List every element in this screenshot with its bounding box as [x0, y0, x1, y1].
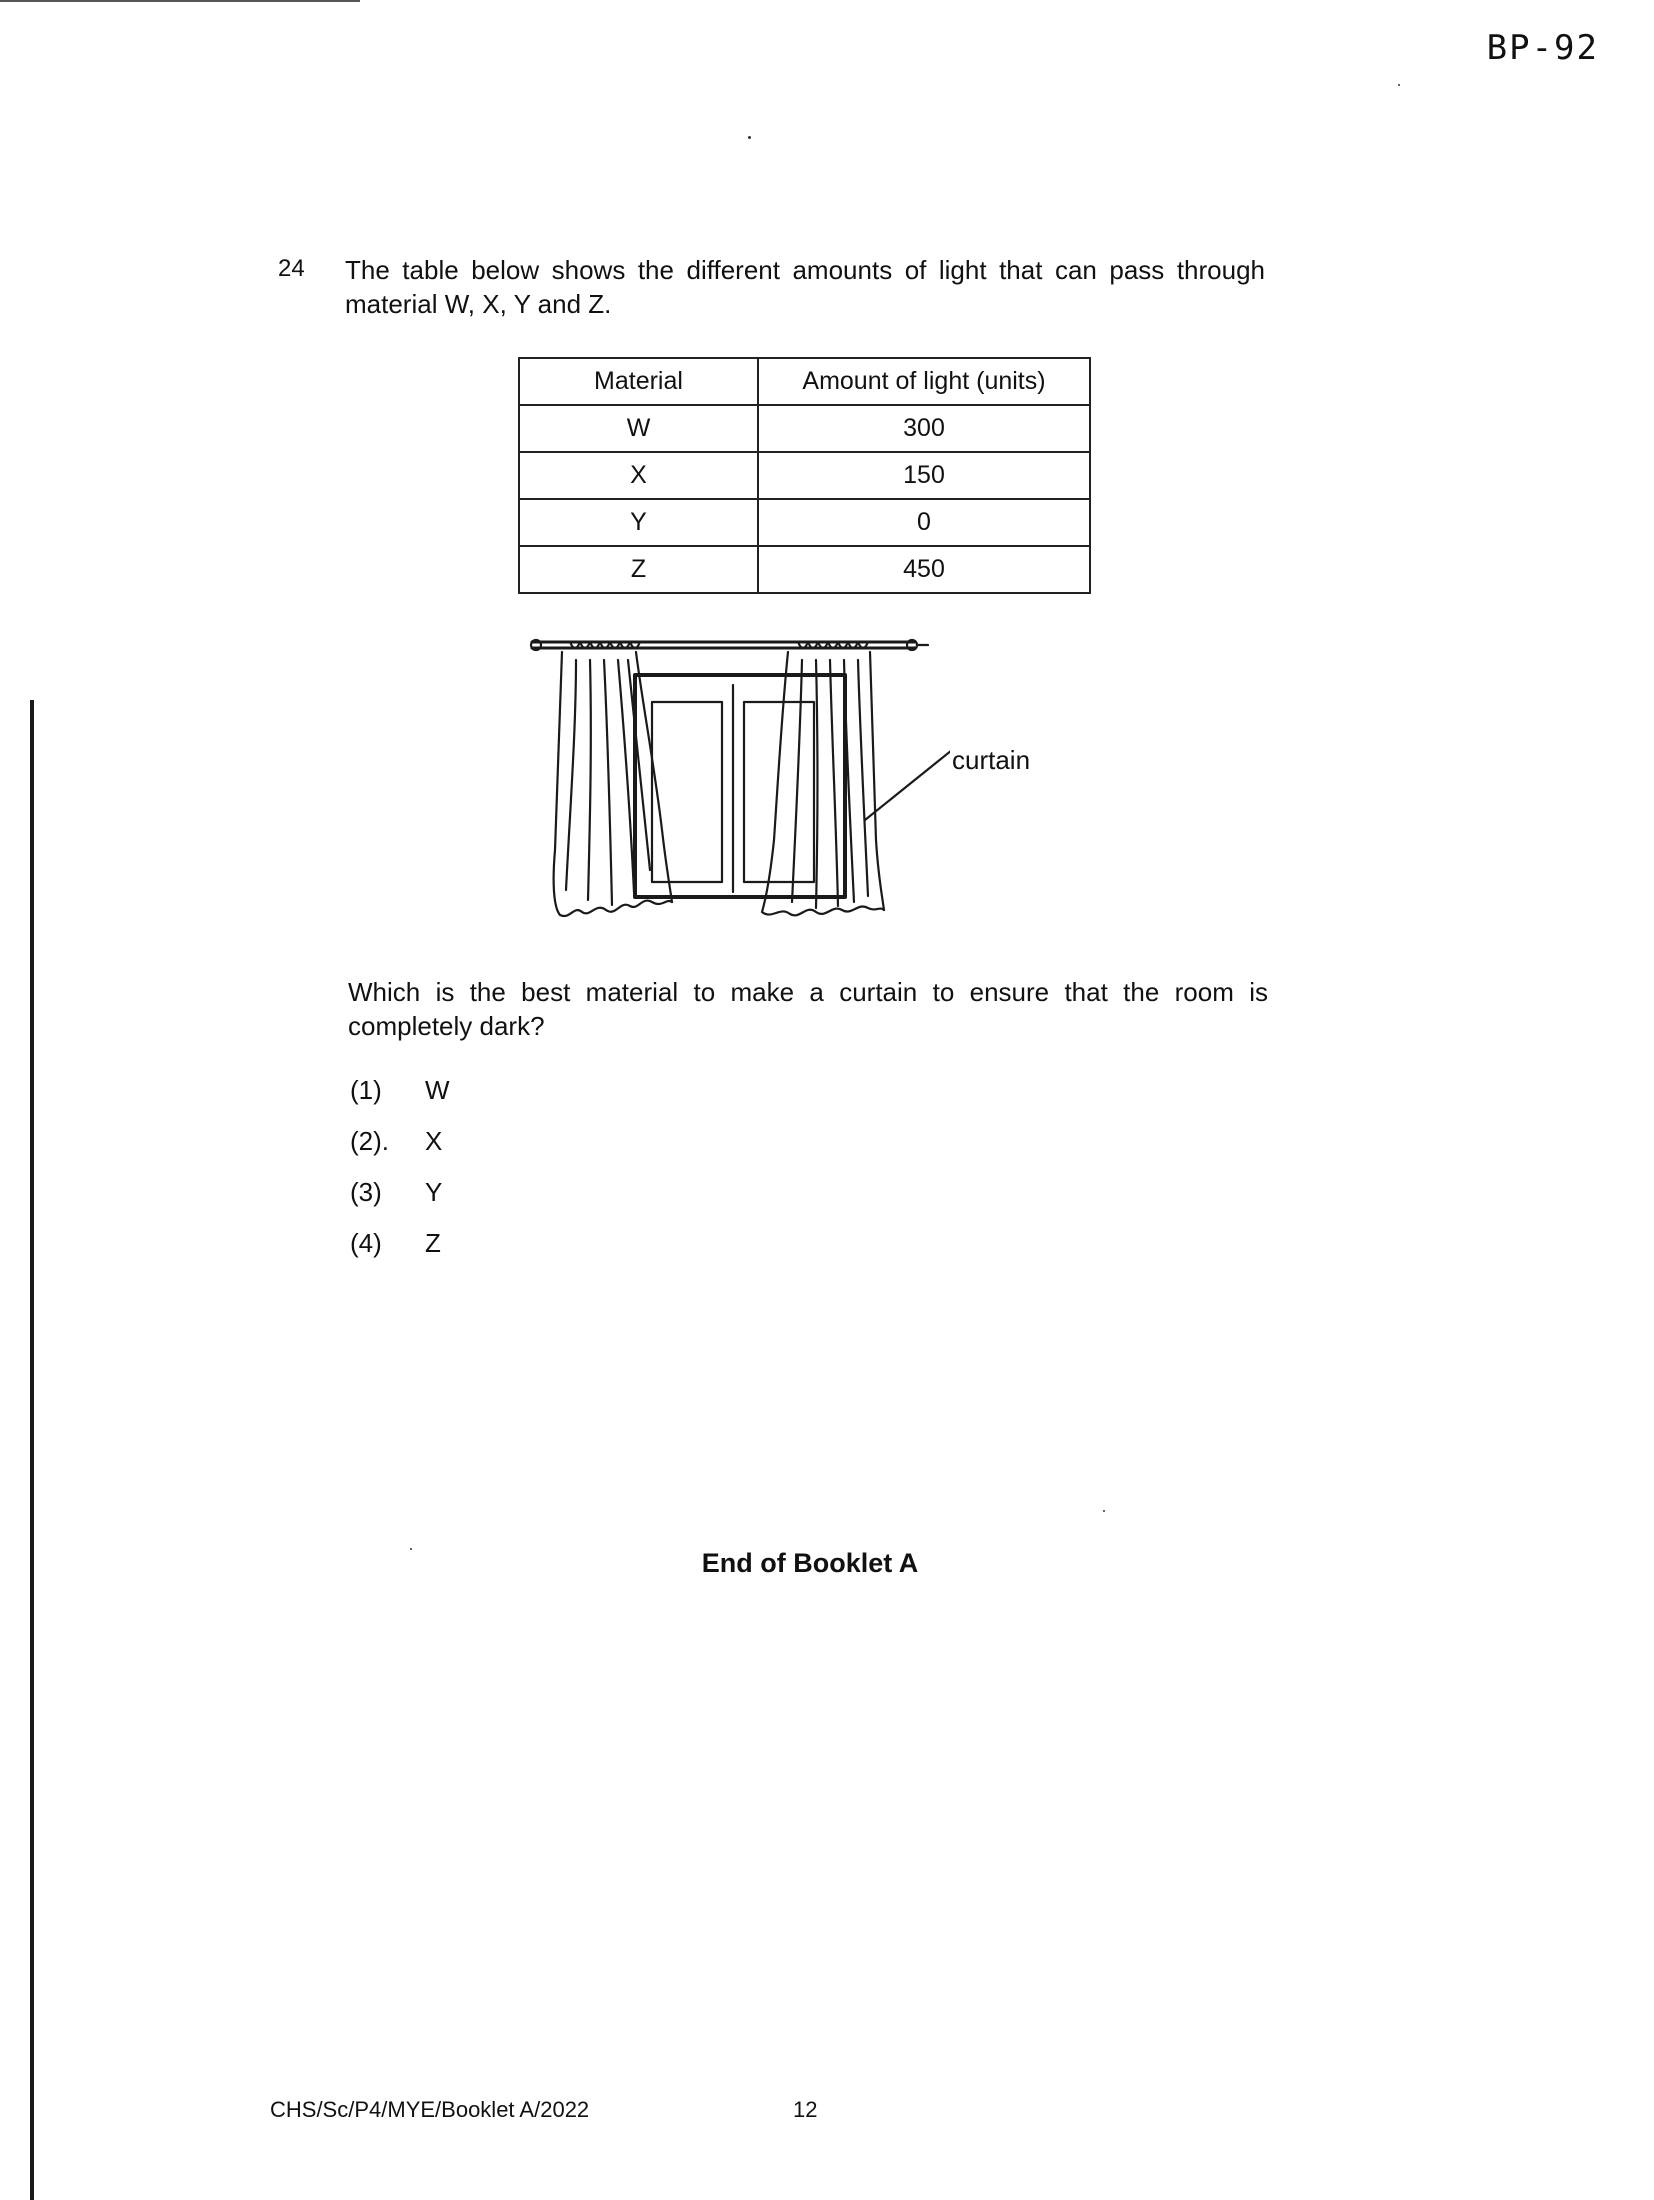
left-curtain [554, 642, 672, 916]
option-text: W [425, 1075, 450, 1105]
option-number: (1) [350, 1075, 382, 1105]
curtain-pointer-line [865, 750, 950, 820]
table-cell-light: 300 [758, 405, 1090, 452]
page-code: BP-92 [1486, 28, 1599, 68]
header-material: Material [519, 358, 758, 405]
scan-speck [748, 136, 751, 139]
option-number: (2). [350, 1126, 389, 1156]
question-text: The table below shows the different amounts of light that can pass through material W, X, Y and Z. [345, 255, 1265, 319]
header-amount-of-light: Amount of light (units) [758, 358, 1090, 405]
table-row [519, 546, 1090, 593]
table-cell-material: W [519, 405, 758, 452]
right-curtain [762, 642, 884, 915]
option-text: X [425, 1126, 443, 1156]
option-4[interactable] [350, 1228, 450, 1279]
footer-booklet-code: CHS/Sc/P4/MYE/Booklet A/2022 [270, 2097, 590, 2122]
table-cell-light: 150 [758, 452, 1090, 499]
option-1[interactable] [350, 1075, 450, 1126]
question-prompt: Which is the best material to make a curtain to ensure that the room is completely dark? [348, 977, 1268, 1041]
table-cell-material: X [519, 452, 758, 499]
table-header-row [519, 358, 1090, 405]
end-of-booklet-note: End of Booklet A [701, 1548, 919, 1578]
footer-page-number: 12 [793, 2097, 818, 2122]
option-number: (3) [350, 1177, 382, 1207]
answer-options [350, 1075, 450, 1279]
scan-speck [1103, 1510, 1105, 1512]
scan-left-edge [30, 700, 34, 2200]
table-cell-material: Z [519, 546, 758, 593]
question-number: 24 [278, 255, 305, 282]
table-cell-material: Y [519, 499, 758, 546]
option-2[interactable] [350, 1126, 450, 1177]
light-table [518, 357, 1091, 594]
curtain-window-illustration [530, 630, 950, 930]
scan-speck [1398, 84, 1400, 86]
table-cell-light: 450 [758, 546, 1090, 593]
curtain-label: curtain [952, 745, 1031, 775]
table-row [519, 452, 1090, 499]
option-text: Y [425, 1177, 443, 1207]
table-row [519, 499, 1090, 546]
option-text: Z [425, 1228, 441, 1258]
option-number: (4) [350, 1228, 382, 1258]
scan-top-line [0, 0, 360, 2]
option-3[interactable] [350, 1177, 450, 1228]
table-row [519, 405, 1090, 452]
table-cell-light: 0 [758, 499, 1090, 546]
